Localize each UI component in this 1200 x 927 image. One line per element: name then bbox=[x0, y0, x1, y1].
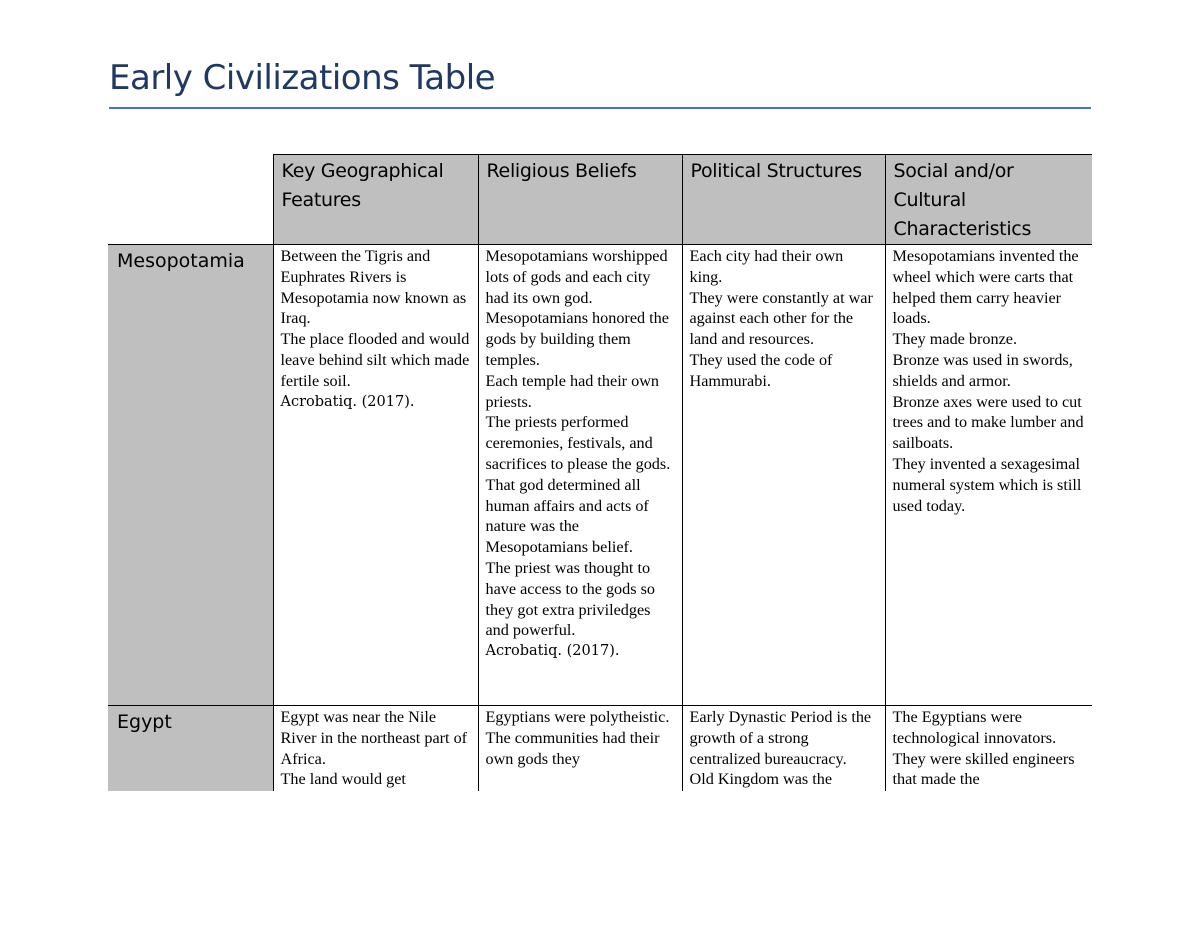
cell-text: They were skilled engineers that made the bbox=[892, 749, 1075, 789]
title-underline bbox=[109, 107, 1091, 109]
row-header-mesopotamia: Mesopotamia bbox=[108, 245, 273, 706]
header-geography: Key Geographical Features bbox=[273, 155, 478, 245]
civilizations-table bbox=[108, 154, 1092, 791]
cell-mesopotamia-religion bbox=[478, 245, 682, 706]
cell-text: Bronze was used in swords, shields and armor. bbox=[892, 350, 1073, 390]
cell-text: Egyptians were polytheistic. bbox=[485, 708, 670, 726]
cell-text: Early Dynastic Period is the growth of a strong centralized bureaucracy. bbox=[689, 708, 872, 768]
cell-egypt-politics bbox=[682, 706, 885, 792]
table-row bbox=[108, 245, 1092, 706]
cell-mesopotamia-geography bbox=[273, 245, 478, 706]
cell-text: The communities had their own gods they bbox=[485, 728, 660, 768]
cell-text: The land would get bbox=[280, 770, 406, 789]
table-row bbox=[108, 706, 1092, 792]
table-header-row bbox=[108, 155, 1092, 245]
citation: Acrobatiq. (2017). bbox=[485, 643, 620, 660]
header-social: Social and/or Cultural Characteristics bbox=[885, 155, 1092, 245]
header-politics: Political Structures bbox=[682, 155, 885, 245]
cell-text: Mesopotamians worshipped lots of gods and each city had its own god. bbox=[485, 247, 668, 307]
cell-egypt-social bbox=[885, 706, 1092, 792]
header-corner-cell bbox=[108, 155, 273, 245]
cell-text: The place flooded and would leave behind silt which made fertile soil. bbox=[280, 330, 470, 390]
cell-text: Between the Tigris and Euphrates Rivers is Mesopotamia now known as Iraq. bbox=[280, 247, 467, 328]
cell-text: They used the code of Hammurabi. bbox=[689, 350, 833, 390]
cell-text: Each city had their own king. bbox=[689, 247, 844, 286]
cell-text: Mesopotamians invented the wheel which were carts that helped them carry heavier loads. bbox=[892, 247, 1079, 328]
cell-text: The Egyptians were technological innovators. bbox=[892, 708, 1057, 747]
cell-text: Each temple had their own priests. bbox=[485, 371, 660, 411]
page-title: Early Civilizations Table bbox=[109, 58, 496, 98]
cell-text: They made bronze. bbox=[892, 330, 1017, 349]
cell-text: The priests performed ceremonies, festivals, and sacrifices to please the gods. bbox=[485, 413, 671, 473]
cell-text: Old Kingdom was the bbox=[689, 770, 833, 789]
cell-text: That god determined all human affairs and acts of nature was the Mesopotamians belief. bbox=[485, 475, 649, 557]
cell-mesopotamia-social bbox=[885, 245, 1092, 706]
cell-text: They were constantly at war against each other for the land and resources. bbox=[689, 288, 873, 349]
cell-text: Bronze axes were used to cut trees and to make lumber and sailboats. bbox=[892, 392, 1084, 453]
cell-egypt-religion bbox=[478, 706, 682, 792]
cell-text: They invented a sexagesimal numeral system which is still used today. bbox=[892, 454, 1082, 515]
cell-egypt-geography bbox=[273, 706, 478, 792]
cell-text: The priest was thought to have access to the gods so they got extra priviledges and powerful. bbox=[485, 558, 655, 640]
cell-text: Egypt was near the Nile River in the northeast part of Africa. bbox=[280, 708, 468, 768]
table-viewport bbox=[108, 154, 1092, 791]
cell-text: Mesopotamians honored the gods by building them temples. bbox=[485, 309, 669, 369]
citation: Acrobatiq. (2017). bbox=[280, 393, 415, 410]
row-header-egypt: Egypt bbox=[108, 706, 273, 792]
header-religion: Religious Beliefs bbox=[478, 155, 682, 245]
cell-mesopotamia-politics bbox=[682, 245, 885, 706]
